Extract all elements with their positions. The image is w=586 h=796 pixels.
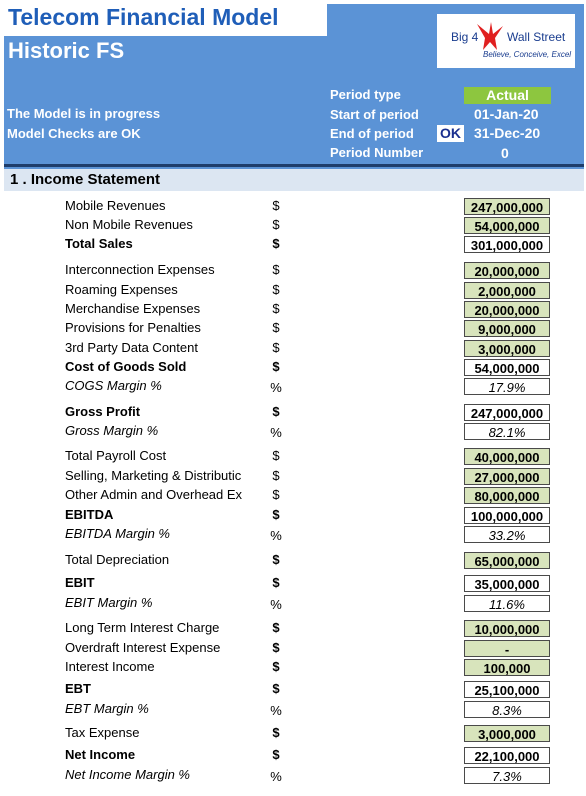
row-value-cost-of-goods-sold[interactable]: 54,000,000 [464, 359, 550, 376]
row-unit-long-term-interest-charge: $ [272, 620, 280, 635]
row-value-ebit[interactable]: 35,000,000 [464, 575, 550, 592]
row-label-gross-margin: Gross Margin % [65, 423, 159, 438]
row-unit-net-income-margin: % [270, 769, 282, 784]
row-label-net-income: Net Income [65, 747, 136, 762]
start-of-period-label: Start of period [330, 107, 419, 122]
row-value-ebitda[interactable]: 100,000,000 [464, 507, 550, 524]
row-label-ebitda-margin: EBITDA Margin % [65, 526, 170, 541]
row-value-selling-marketing-distributic[interactable]: 27,000,000 [464, 468, 550, 485]
row-label-other-admin-and-overhead-ex: Other Admin and Overhead Ex [65, 487, 243, 502]
row-label-non-mobile-revenues: Non Mobile Revenues [65, 217, 193, 232]
row-value-mobile-revenues[interactable]: 247,000,000 [464, 198, 550, 215]
row-value-ebt-margin[interactable]: 8.3% [464, 701, 550, 718]
row-label-long-term-interest-charge: Long Term Interest Charge [65, 620, 220, 635]
period-number-value[interactable]: 0 [501, 145, 509, 161]
period-type-label: Period type [330, 87, 401, 102]
row-label-mobile-revenues: Mobile Revenues [65, 198, 166, 213]
row-value-net-income-margin[interactable]: 7.3% [464, 767, 550, 784]
eagle-icon [475, 18, 505, 52]
row-value-ebitda-margin[interactable]: 33.2% [464, 526, 550, 543]
row-label-total-depreciation: Total Depreciation [65, 552, 170, 567]
period-number-label: Period Number [330, 145, 424, 160]
row-value-gross-margin[interactable]: 82.1% [464, 423, 550, 440]
row-label-interconnection-expenses: Interconnection Expenses [65, 262, 215, 277]
page-title: Telecom Financial Model [8, 4, 279, 30]
row-unit-cogs-margin: % [270, 380, 282, 395]
row-unit-gross-margin: % [270, 425, 282, 440]
row-unit-mobile-revenues: $ [272, 198, 280, 213]
row-value-other-admin-and-overhead-ex[interactable]: 80,000,000 [464, 487, 550, 504]
period-type-value[interactable]: Actual [464, 87, 551, 104]
row-unit-provisions-for-penalties: $ [272, 320, 280, 335]
row-unit-gross-profit: $ [272, 404, 280, 419]
row-label-overdraft-interest-expense: Overdraft Interest Expense [65, 640, 221, 655]
row-value-3rd-party-data-content[interactable]: 3,000,000 [464, 340, 550, 357]
row-value-non-mobile-revenues[interactable]: 54,000,000 [464, 217, 550, 234]
row-unit-total-payroll-cost: $ [272, 448, 280, 463]
row-value-merchandise-expenses[interactable]: 20,000,000 [464, 301, 550, 318]
row-unit-cost-of-goods-sold: $ [272, 359, 280, 374]
row-unit-merchandise-expenses: $ [272, 301, 280, 316]
row-label-3rd-party-data-content: 3rd Party Data Content [65, 340, 198, 355]
row-value-gross-profit[interactable]: 247,000,000 [464, 404, 550, 421]
row-unit-ebt-margin: % [270, 703, 282, 718]
model-checks-status: Model Checks are OK [7, 126, 141, 141]
row-unit-tax-expense: $ [272, 725, 280, 740]
row-value-tax-expense[interactable]: 3,000,000 [464, 725, 550, 742]
row-label-roaming-expenses: Roaming Expenses [65, 282, 178, 297]
row-label-ebit: EBIT [65, 575, 95, 590]
row-label-gross-profit: Gross Profit [65, 404, 141, 419]
row-unit-interconnection-expenses: $ [272, 262, 280, 277]
row-unit-non-mobile-revenues: $ [272, 217, 280, 232]
row-unit-interest-income: $ [272, 659, 280, 674]
row-value-roaming-expenses[interactable]: 2,000,000 [464, 282, 550, 299]
row-unit-ebt: $ [272, 681, 280, 696]
row-unit-selling-marketing-distributic: $ [272, 468, 280, 483]
row-unit-overdraft-interest-expense: $ [272, 640, 280, 655]
section-header [4, 169, 584, 191]
start-of-period-value[interactable]: 01-Jan-20 [474, 106, 539, 122]
row-unit-roaming-expenses: $ [272, 282, 280, 297]
row-label-ebitda: EBITDA [65, 507, 114, 522]
row-value-total-depreciation[interactable]: 65,000,000 [464, 552, 550, 569]
row-label-net-income-margin: Net Income Margin % [65, 767, 190, 782]
row-label-tax-expense: Tax Expense [65, 725, 140, 740]
row-label-interest-income: Interest Income [65, 659, 155, 674]
row-value-ebit-margin[interactable]: 11.6% [464, 595, 550, 612]
row-value-net-income[interactable]: 22,100,000 [464, 747, 550, 764]
row-unit-ebit: $ [272, 575, 280, 590]
row-label-total-sales: Total Sales [65, 236, 133, 251]
row-label-ebt-margin: EBT Margin % [65, 701, 149, 716]
row-value-overdraft-interest-expense[interactable]: - [464, 640, 550, 657]
row-label-total-payroll-cost: Total Payroll Cost [65, 448, 167, 463]
row-value-interest-income[interactable]: 100,000 [464, 659, 550, 676]
row-label-cost-of-goods-sold: Cost of Goods Sold [65, 359, 187, 374]
row-label-ebt: EBT [65, 681, 91, 696]
end-of-period-value[interactable]: 31-Dec-20 [474, 125, 541, 141]
row-unit-3rd-party-data-content: $ [272, 340, 280, 355]
row-label-cogs-margin: COGS Margin % [65, 378, 162, 393]
end-of-period-label: End of period [330, 126, 414, 141]
model-progress-status: The Model is in progress [7, 106, 161, 121]
page-subtitle: Historic FS [8, 38, 125, 63]
title-cell [0, 0, 327, 36]
row-label-selling-marketing-distributic: Selling, Marketing & Distributic [65, 468, 242, 483]
row-unit-ebitda: $ [272, 507, 280, 522]
row-value-long-term-interest-charge[interactable]: 10,000,000 [464, 620, 550, 637]
row-unit-total-depreciation: $ [272, 552, 280, 567]
section-title: 1 . Income Statement [10, 171, 161, 188]
row-unit-net-income: $ [272, 747, 280, 762]
row-value-cogs-margin[interactable]: 17.9% [464, 378, 550, 395]
row-unit-other-admin-and-overhead-ex: $ [272, 487, 280, 502]
row-unit-ebitda-margin: % [270, 528, 282, 543]
row-unit-total-sales: $ [272, 236, 280, 251]
row-value-ebt[interactable]: 25,100,000 [464, 681, 550, 698]
row-label-provisions-for-penalties: Provisions for Penalties [65, 320, 201, 335]
row-unit-ebit-margin: % [270, 597, 282, 612]
row-value-interconnection-expenses[interactable]: 20,000,000 [464, 262, 550, 279]
row-value-total-payroll-cost[interactable]: 40,000,000 [464, 448, 550, 465]
ok-badge: OK [437, 125, 464, 142]
company-logo: Big 4 Wall Street Believe, Conceive, Excel [437, 14, 575, 68]
row-label-ebit-margin: EBIT Margin % [65, 595, 153, 610]
row-label-merchandise-expenses: Merchandise Expenses [65, 301, 201, 316]
row-value-provisions-for-penalties[interactable]: 9,000,000 [464, 320, 550, 337]
row-value-total-sales[interactable]: 301,000,000 [464, 236, 550, 253]
